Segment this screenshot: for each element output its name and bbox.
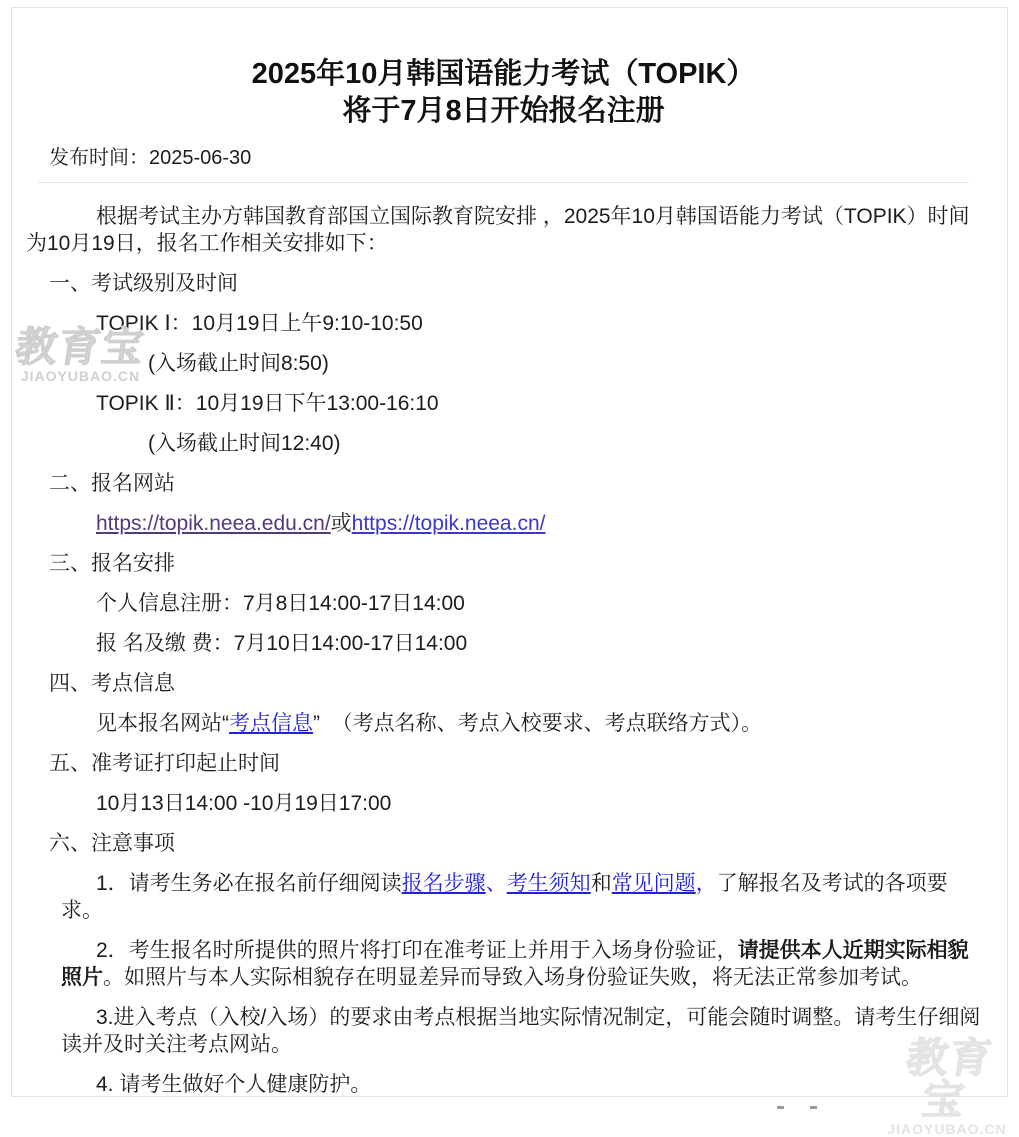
topik2-entry-deadline: (入场截止时间12:40) [148, 432, 341, 455]
header-divider [38, 182, 969, 183]
test-center-suffix: ” （考点名称、考点入校要求、考点联络方式）。 [313, 712, 763, 735]
candidate-notes-link[interactable]: 考生须知 [506, 872, 591, 895]
registration-websites [96, 510, 981, 537]
jiaoyubao-logo-text: 教育宝 [903, 1035, 997, 1123]
test-center-prefix: 见本报名网站“ [96, 712, 229, 735]
section-4-heading: 四、考点信息 [49, 672, 175, 695]
registration-site-link-cn[interactable]: https://topik.neea.cn/ [351, 512, 546, 535]
topik1-entry-deadline: (入场截止时间8:50) [148, 352, 329, 375]
jiaoyubao-domain-text: JIAOYUBAO.CN [20, 368, 141, 384]
publish-time-value: 2025-06-30 [149, 147, 252, 169]
notice2-prefix: 2．考生报名时所提供的照片将打印在准考证上并用于入场身份验证， [96, 939, 738, 962]
notice-item-2 [61, 937, 981, 991]
topik2-time: TOPIK Ⅱ：10月19日下午13:00-16:10 [96, 392, 439, 415]
notice-item-3: 3.进入考点（入校/入场）的要求由考点根据当地实际情况制定，可能会随时调整。请考生仔细阅读并及时关注考点网站。 [61, 1006, 981, 1056]
notice2-suffix: 。如照片与本人实际相貌存在明显差异而导致入场身份验证失败，将无法正常参加考试。 [103, 966, 922, 989]
publish-time-row [49, 147, 981, 169]
announcement-card [11, 7, 1008, 1137]
url-conjunction: 或 [330, 512, 352, 535]
section-2-heading: 二、报名网站 [49, 472, 175, 495]
test-center-info-link[interactable]: 考点信息 [229, 712, 313, 735]
payment-period: 报 名及缴 费：7月10日14:00-17日14:00 [96, 632, 468, 655]
notice1-separator-2: ， [695, 872, 717, 895]
section-1-heading: 一、考试级别及时间 [49, 272, 238, 295]
cutoff-element-fragment [810, 1106, 817, 1109]
jiaoyubao-logo-text: 教育宝 [12, 324, 149, 370]
notice1-and: 和 [590, 872, 612, 895]
faq-link[interactable]: 常见问题 [611, 872, 696, 895]
page-title [26, 56, 981, 130]
section-3-heading: 三、报名安排 [49, 552, 175, 575]
topik1-time: TOPIK Ⅰ：10月19日上午9:10-10:50 [96, 312, 423, 335]
registration-site-link-edu[interactable]: https://topik.neea.edu.cn/ [96, 512, 331, 535]
notice2-bold-photo-requirement: 请提供本人近期实际相貌照片 [61, 939, 969, 989]
notice1-prefix: 1．请考生务必在报名前仔细阅读 [96, 872, 402, 895]
notice1-suffix: 了解报名及考试的各项要求。 [61, 872, 948, 922]
intro-paragraph: 根据考试主办方韩国教育部国立国际教育院安排 ，2025年10月韩国语能力考试（TOPIK）时间为10月19日，报名工作相关安排如下： [26, 205, 970, 255]
test-center-info-line [96, 710, 981, 737]
notice1-separator-1: 、 [485, 872, 507, 895]
section-5-heading: 五、准考证打印起止时间 [49, 752, 280, 775]
personal-info-registration-period: 个人信息注册：7月8日14:00-17日14:00 [96, 592, 465, 615]
registration-steps-link[interactable]: 报名步骤 [401, 872, 486, 895]
notice-item-4: 4. 请考生做好个人健康防护。 [96, 1073, 372, 1096]
publish-time-label: 发布时间： [49, 147, 149, 169]
notice-item-1 [61, 870, 981, 924]
jiaoyubao-domain-text: JIAOYUBAO.CN [887, 1121, 1007, 1137]
page-title-line1: 2025年10月韩国语能力考试（TOPIK） [251, 58, 756, 90]
section-6-heading: 六、注意事项 [49, 832, 175, 855]
page-title-line2: 将于7月8日开始报名注册 [342, 95, 665, 127]
cutoff-element-fragment [777, 1106, 784, 1109]
admission-ticket-print-period: 10月13日14:00 -10月19日17:00 [96, 792, 392, 815]
